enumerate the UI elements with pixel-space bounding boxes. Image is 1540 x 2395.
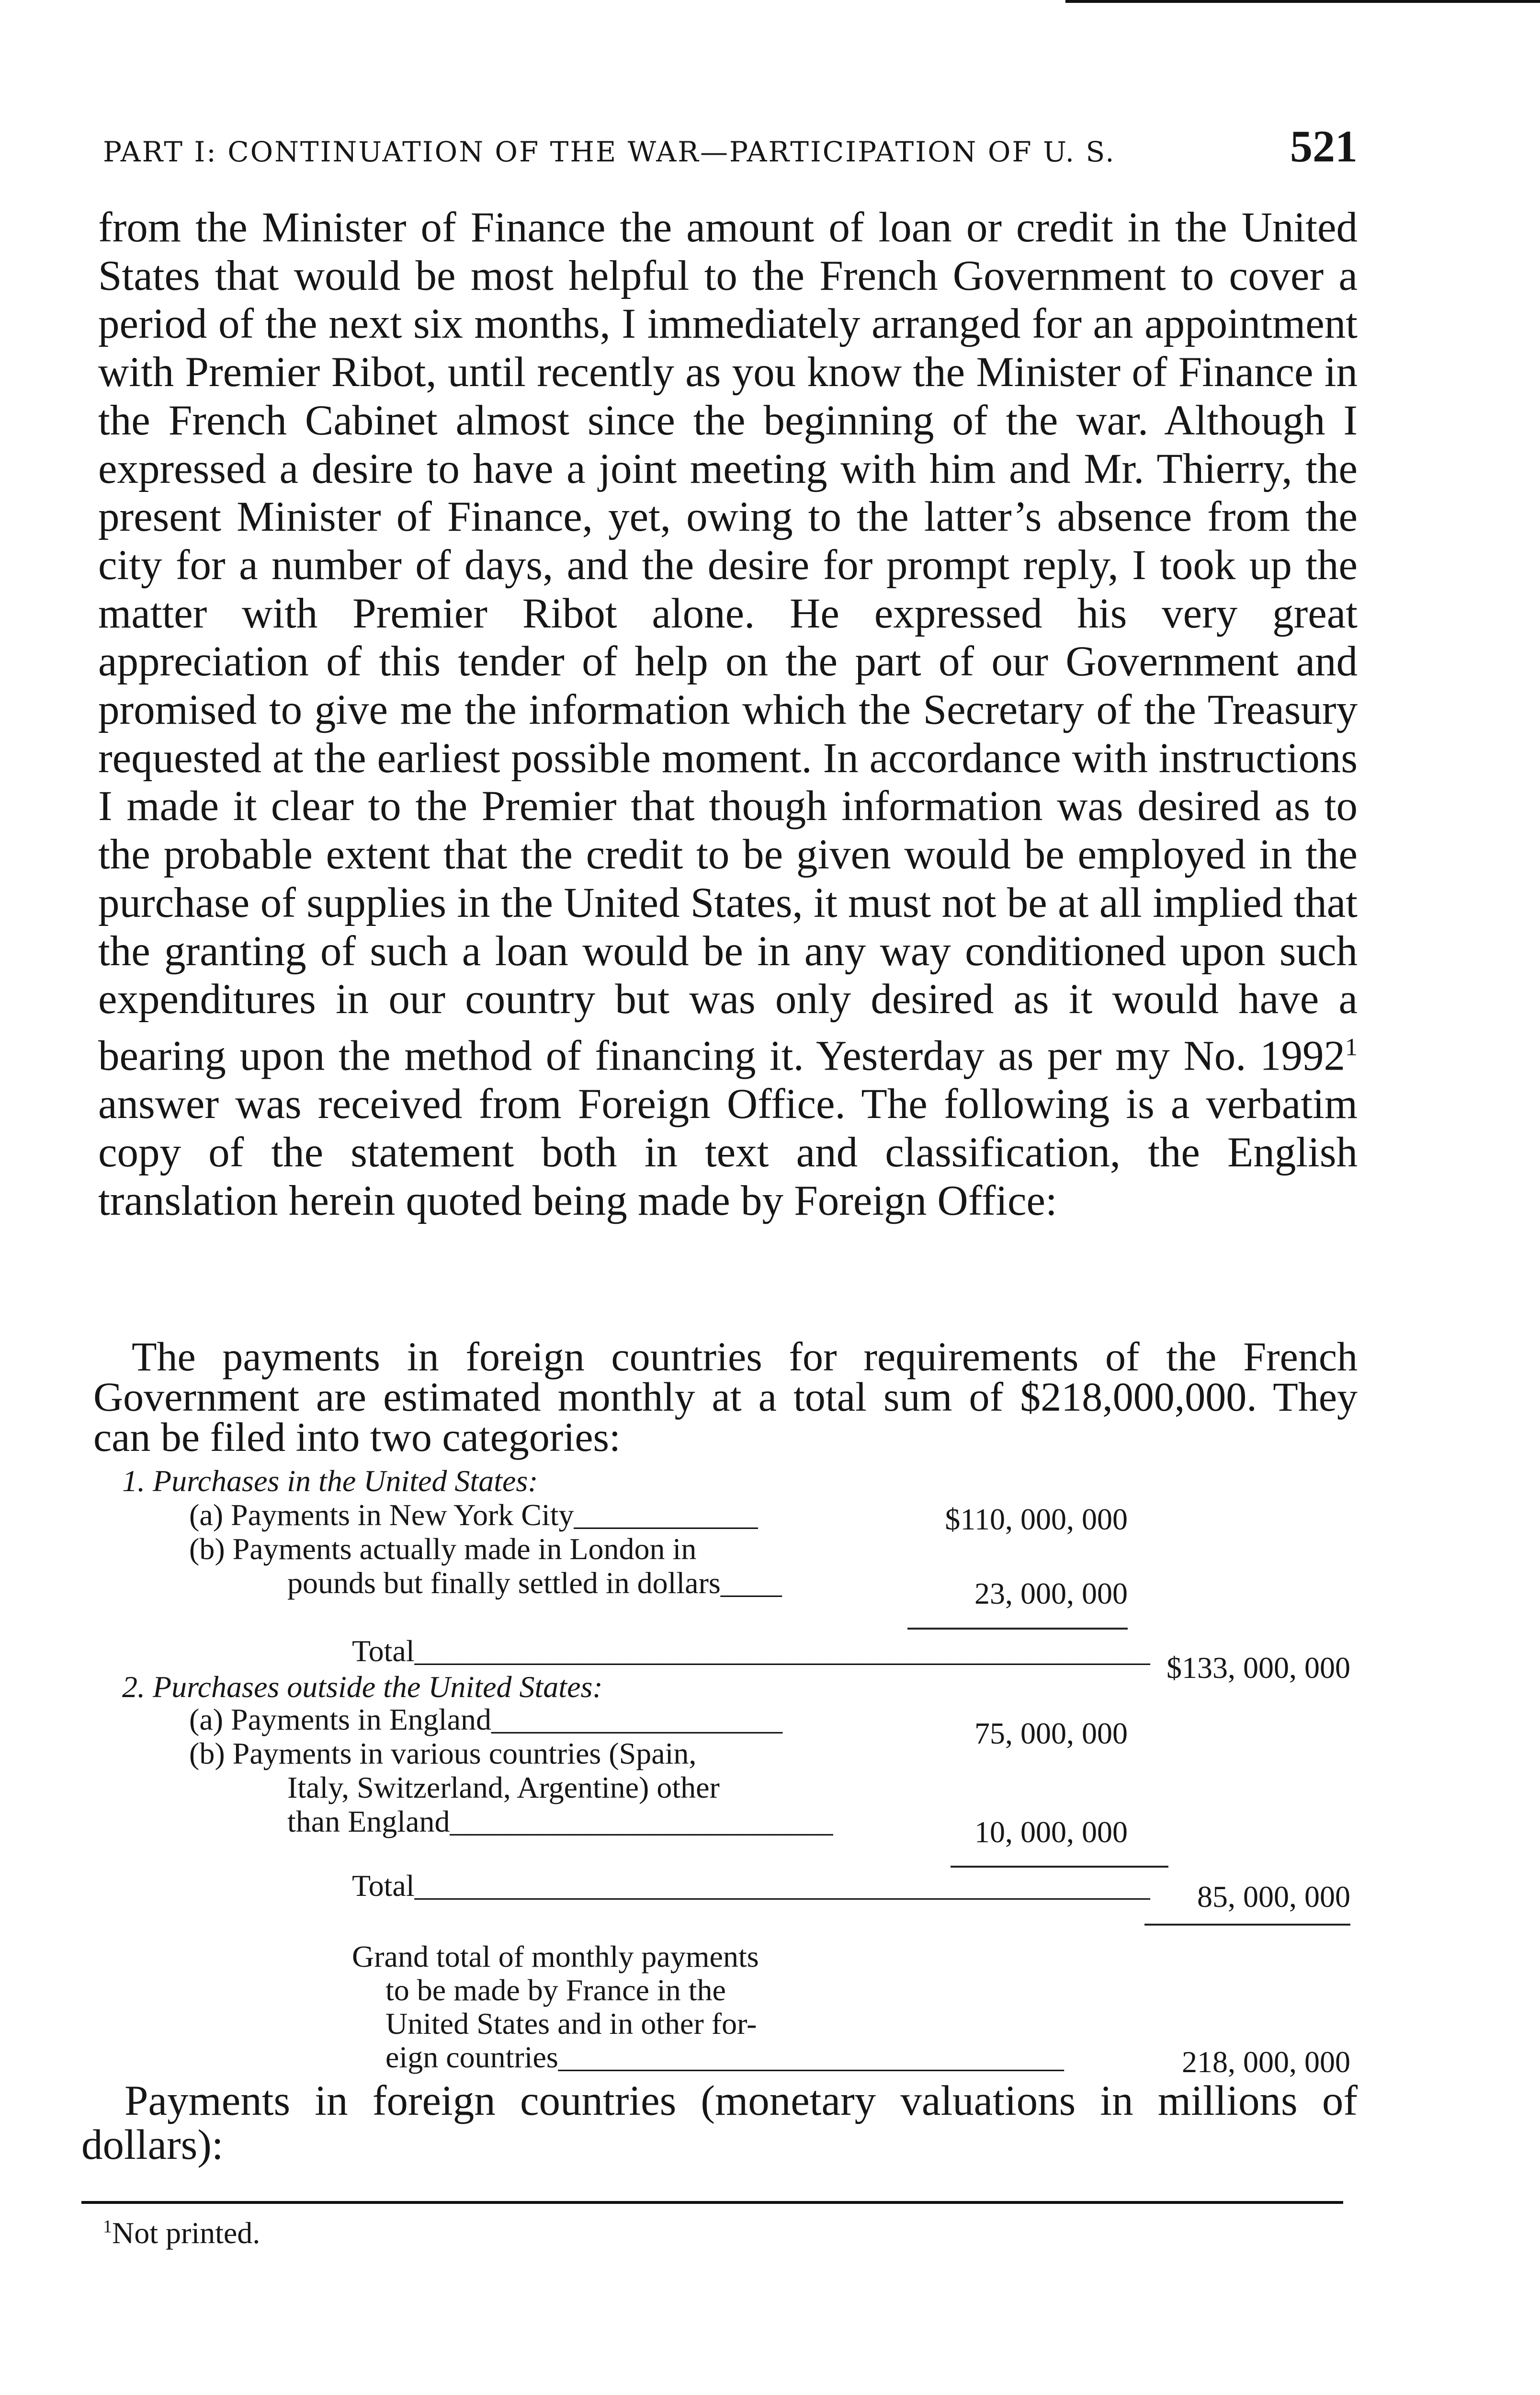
page-number: 521 (1290, 122, 1358, 171)
running-header (103, 121, 1358, 172)
body-text-after-footnote: answer was received from Foreign Office. The following is a verbatim copy of the statement both in text and classification, the English translation herein quoted being made by Foreign Office: (98, 1081, 1358, 1224)
section2-heading: 2. Purchases outside the United States: (122, 1670, 603, 1704)
subtotal-rule-1 (907, 1628, 1128, 1630)
total2-label: Total________________________________________________ (352, 1869, 1150, 1903)
quoted-statement-intro: The payments in foreign countries for requirements of the French Government are estimated monthly at a total sum of $218,000,000. They can be filed into two categories: (93, 1334, 1358, 1460)
total2-amount: 85, 000, 000 (1197, 1880, 1350, 1914)
grand-total-amount: 218, 000, 000 (1182, 2045, 1350, 2079)
running-title: PART I: CONTINUATION OF THE WAR—PARTICIPATION OF U. S. (103, 136, 1116, 168)
s2b-label-line2: Italy, Switzerland, Argentine) other (287, 1770, 720, 1804)
s2b-amount: 10, 000, 000 (974, 1815, 1128, 1849)
footnote (103, 2215, 260, 2251)
s1a-amount: $110, 000, 000 (945, 1502, 1128, 1536)
footnote-rule (81, 2201, 1343, 2204)
s1b-amount: 23, 000, 000 (974, 1576, 1128, 1610)
subtotal-rule-2 (951, 1866, 1168, 1868)
top-edge-rule (1065, 0, 1540, 3)
s1a-label: (a) Payments in New York City____________ (189, 1498, 758, 1532)
closing-paragraph: Payments in foreign countries (monetary valuations in millions of dollars): (81, 2077, 1358, 2168)
s2b-label-line1: (b) Payments in various countries (Spain, (189, 1736, 697, 1770)
s2b-label-line3: than England_________________________ (287, 1804, 833, 1838)
total1-label: Total________________________________________________ (352, 1634, 1150, 1668)
body-paragraph (98, 204, 1358, 1225)
section1-heading: 1. Purchases in the United States: (122, 1464, 538, 1498)
s1b-label-line2: pounds but finally settled in dollars____ (287, 1566, 782, 1600)
total1-amount: $133, 000, 000 (1166, 1651, 1350, 1685)
grand-total-line3: United States and in other for- (385, 2007, 757, 2041)
grand-total-line2: to be made by France in the (385, 1973, 726, 2007)
s2a-amount: 75, 000, 000 (974, 1716, 1128, 1750)
body-text-before-footnote: from the Minister of Finance the amount of loan or credit in the United States that would be most helpful to the French Government to cover a period of the next six months, I immediately arranged for an appointment with Premier Ribot, until recently as you know the Minister of Finance in the French Cabinet almost since the beginning of the war. Although I expressed a desire to have a joint meeting with him and Mr. Thierry, the present Minister of Finance, yet, owing to the latter’s absence from the city for a number of days, and the desire for prompt reply, I took up the matter with Premier Ribot alone. He expressed his very great appreciation of this tender of help on the part of our Government and promised to give me the information which the Secretary of the Treasury requested at the earliest possible moment. In accordance with instructions I made it clear to the Premier that though information was desired as to the probable extent that the credit to be given would be employed in the purchase of supplies in the United States, it must not be at all implied that the granting of such a loan would be in any way conditioned upon such expenditures in our country but was only desired as it would have a bearing upon the method of financing it. Yesterday as per my No. 1992 (98, 204, 1358, 1080)
grand-total-rule (1144, 1924, 1350, 1926)
footnote-marker: 1 (103, 2216, 112, 2237)
grand-total-line4: eign countries_________________________________ (385, 2040, 1064, 2074)
grand-total-line1: Grand total of monthly payments (352, 1939, 759, 1973)
s1b-label-line1: (b) Payments actually made in London in (189, 1532, 697, 1566)
s2a-label: (a) Payments in England___________________ (189, 1702, 782, 1736)
footnote-text: Not printed. (112, 2216, 260, 2250)
footnote-reference: 1 (1345, 1033, 1358, 1061)
